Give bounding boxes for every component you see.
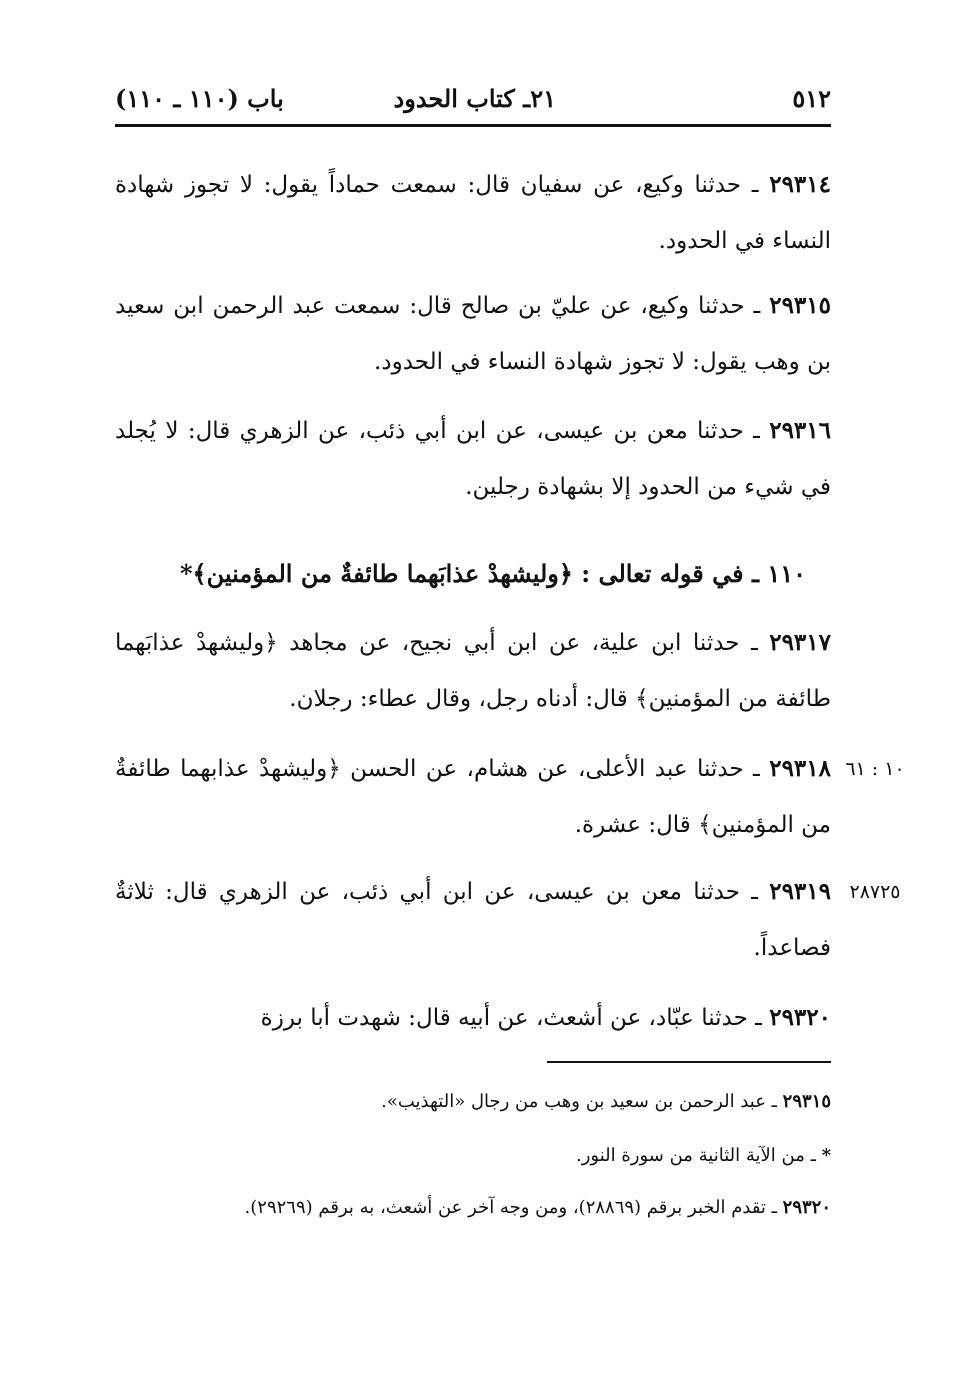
hadith-29317 [115,615,831,727]
hadith-29319 [115,864,831,976]
hadith-number: ٢٩٣١٤ [769,171,831,198]
footnote [115,1134,831,1178]
page-number: ٥١٢ [792,84,831,113]
margin-reference: ٢٨٧٢٥ [849,881,901,903]
section-heading: ١١٠ ـ في قوله تعالى : ﴿وليشهدْ عذابَهما طائفةٌ من المؤمنين﴾* [179,559,807,588]
margin-reference: ١٠ : ٦١ [845,758,905,780]
hadith-29318 [115,741,831,853]
footnote-rule [547,1061,831,1063]
footnote-text: ـ من الآية الثانية من سورة النور. [576,1145,822,1166]
hadith-number: ٢٩٣١٩ [769,878,831,905]
hadith-text: ـ حدثنا ابن علية، عن ابن أبي نجيح، عن مجاهد ﴿وليشهدْ عذابَهما طائفة من المؤمنين﴾ قال: أدناه رجل، وقال عطاء: رجلان. [115,630,831,712]
hadith-number: ٢٩٣١٧ [769,629,831,656]
hadith-text: ـ حدثنا وكيع، عن عليّ بن صالح قال: سمعت عبد الرحمن ابن سعيد بن وهب يقول: لا تجوز شهادة النساء في الحدود. [115,293,831,375]
book-title: ٢١ـ كتاب الحدود [393,84,556,113]
hadith-29314 [115,157,831,269]
hadith-29320 [115,990,831,1046]
hadith-text: ـ حدثنا معن بن عيسى، عن ابن أبي ذئب، عن الزهري قال: لا يُجلد في شيء من الحدود إلا بشهادة رجلين. [115,418,831,500]
hadith-number: ٢٩٣٢٠ [769,1004,831,1031]
footnote [115,1080,831,1124]
chapter-title: باب (١١٠ ـ ١١٠) [115,84,284,113]
hadith-29316 [115,403,831,515]
footnote-number: ٢٩٣١٥ [782,1091,831,1112]
footnote [115,1186,831,1230]
header-rule [115,124,831,127]
hadith-text: ـ حدثنا عبد الأعلى، عن هشام، عن الحسن ﴿وليشهدْ عذابهما طائفةٌ من المؤمنين﴾ قال: عشرة. [115,756,831,838]
hadith-text: ـ حدثنا وكيع، عن سفيان قال: سمعت حماداً يقول: لا تجوز شهادة النساء في الحدود. [115,172,831,254]
hadith-number: ٢٩٣١٥ [769,292,831,319]
hadith-text: ـ حدثنا عبّاد، عن أشعث، عن أبيه قال: شهدت أبا برزة [260,1005,770,1031]
footnote-text: ـ تقدم الخبر برقم (٢٨٨٦٩)، ومن وجه آخر عن أشعث، به برقم (٢٩٢٦٩). [244,1197,783,1218]
page-header [115,80,831,120]
hadith-number: ٢٩٣١٨ [769,755,831,782]
footnote-number: ٢٩٣٢٠ [782,1197,831,1218]
footnote-text: ـ عبد الرحمن بن سعيد بن وهب من رجال «التهذيب». [381,1091,783,1112]
hadith-number: ٢٩٣١٦ [769,417,831,444]
hadith-text: ـ حدثنا معن بن عيسى، عن ابن أبي ذئب، عن الزهري قال: ثلاثةٌ فصاعداً. [115,879,831,961]
hadith-29315 [115,278,831,390]
footnote-number: * [821,1145,831,1166]
